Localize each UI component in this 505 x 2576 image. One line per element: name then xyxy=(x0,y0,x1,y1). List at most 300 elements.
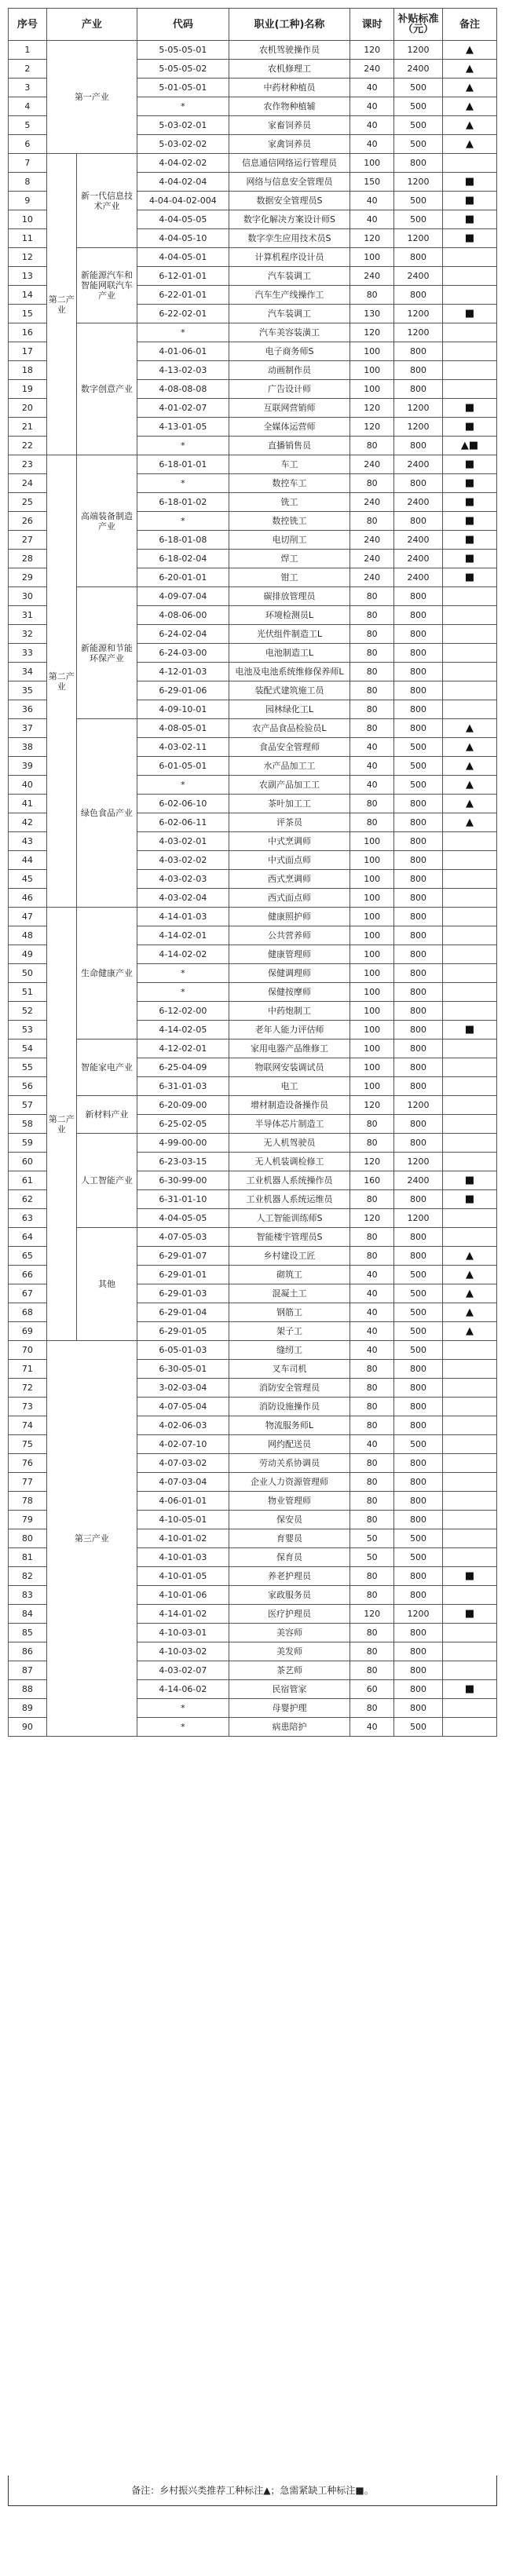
hours-cell: 100 xyxy=(350,926,394,945)
occupation-name-cell: 环境检测员L xyxy=(229,606,350,625)
code-cell: 4-10-03-02 xyxy=(137,1642,229,1661)
subsidy-cell: 800 xyxy=(394,286,443,305)
remark-mark xyxy=(442,1511,496,1529)
row-number: 63 xyxy=(9,1209,47,1228)
occupation-name-cell: 育婴员 xyxy=(229,1529,350,1548)
code-cell: * xyxy=(137,983,229,1002)
footnote: 备注：乡村振兴类推荐工种标注▲；急需紧缺工种标注■。 xyxy=(8,2476,497,2506)
occupation-name-cell: 中式面点师 xyxy=(229,851,350,870)
remark-mark xyxy=(442,1002,496,1021)
hours-cell: 240 xyxy=(350,531,394,550)
row-number: 89 xyxy=(9,1699,47,1718)
occupation-name-cell: 美容师 xyxy=(229,1624,350,1642)
code-cell: 6-02-06-11 xyxy=(137,813,229,832)
hours-cell: 100 xyxy=(350,1021,394,1040)
remark-mark: ■ xyxy=(442,229,496,248)
hours-cell: 240 xyxy=(350,568,394,587)
subsidy-cell: 800 xyxy=(394,342,443,361)
occupation-name-cell: 全媒体运营师 xyxy=(229,418,350,437)
remark-mark xyxy=(442,380,496,399)
occupation-name-cell: 动画制作员 xyxy=(229,361,350,380)
code-cell: 4-08-05-01 xyxy=(137,719,229,738)
sub-industry-cell: 生命健康产业 xyxy=(76,908,137,1040)
occupation-name-cell: 物联网安装调试员 xyxy=(229,1058,350,1077)
remark-mark xyxy=(442,323,496,342)
occupation-name-cell: 数控车工 xyxy=(229,474,350,493)
remark-mark xyxy=(442,1379,496,1398)
remark-mark: ■ xyxy=(442,568,496,587)
subsidy-cell: 800 xyxy=(394,248,443,267)
occupation-name-cell: 缝纫工 xyxy=(229,1341,350,1360)
hours-cell: 100 xyxy=(350,983,394,1002)
hours-cell: 120 xyxy=(350,41,394,60)
industry-group-cell: 第二产业 xyxy=(46,908,76,1341)
row-number: 5 xyxy=(9,116,47,135)
occupation-name-cell: 母婴护理 xyxy=(229,1699,350,1718)
hours-cell: 100 xyxy=(350,1058,394,1077)
sub-industry-cell: 新材料产业 xyxy=(76,1096,137,1134)
row-number: 2 xyxy=(9,60,47,79)
subsidy-cell: 500 xyxy=(394,1322,443,1341)
remark-mark: ▲ xyxy=(442,1303,496,1322)
code-cell: 4-14-02-01 xyxy=(137,926,229,945)
hours-cell: 40 xyxy=(350,1284,394,1303)
hours-cell: 120 xyxy=(350,1153,394,1171)
remark-mark xyxy=(442,1529,496,1548)
occupation-name-cell: 民宿管家 xyxy=(229,1680,350,1699)
hours-cell: 100 xyxy=(350,342,394,361)
code-cell: 4-10-05-01 xyxy=(137,1511,229,1529)
remark-mark: ▲ xyxy=(442,79,496,97)
row-number: 71 xyxy=(9,1360,47,1379)
remark-mark xyxy=(442,983,496,1002)
subsidy-cell: 2400 xyxy=(394,568,443,587)
hours-cell: 80 xyxy=(350,1115,394,1134)
subsidy-cell: 800 xyxy=(394,1115,443,1134)
code-cell: * xyxy=(137,964,229,983)
row-number: 43 xyxy=(9,832,47,851)
hours-cell: 40 xyxy=(350,1435,394,1454)
row-number: 23 xyxy=(9,455,47,474)
code-cell: 6-31-01-03 xyxy=(137,1077,229,1096)
occupation-name-cell: 汽车美容装潢工 xyxy=(229,323,350,342)
hours-cell: 50 xyxy=(350,1548,394,1567)
subsidy-cell: 800 xyxy=(394,1642,443,1661)
occupation-name-cell: 食品安全管理师 xyxy=(229,738,350,757)
remark-mark: ▲ xyxy=(442,41,496,60)
remark-mark xyxy=(442,681,496,700)
row-number: 15 xyxy=(9,305,47,323)
remark-mark xyxy=(442,1040,496,1058)
hours-cell: 60 xyxy=(350,1680,394,1699)
hours-cell: 80 xyxy=(350,1661,394,1680)
subsidy-cell: 1200 xyxy=(394,323,443,342)
code-cell: * xyxy=(137,323,229,342)
remark-mark: ■ xyxy=(442,531,496,550)
hours-cell: 80 xyxy=(350,1642,394,1661)
remark-mark: ▲ xyxy=(442,116,496,135)
hours-cell: 80 xyxy=(350,587,394,606)
occupation-name-cell: 消防安全管理员 xyxy=(229,1379,350,1398)
remark-mark xyxy=(442,1548,496,1567)
code-cell: 5-03-02-01 xyxy=(137,116,229,135)
hours-cell: 120 xyxy=(350,1209,394,1228)
row-number: 3 xyxy=(9,79,47,97)
remark-mark xyxy=(442,1416,496,1435)
row-number: 8 xyxy=(9,173,47,192)
occupation-name-cell: 电工 xyxy=(229,1077,350,1096)
code-cell: 4-13-02-03 xyxy=(137,361,229,380)
remark-mark xyxy=(442,1153,496,1171)
hours-cell: 120 xyxy=(350,418,394,437)
row-number: 68 xyxy=(9,1303,47,1322)
header-industry: 产业 xyxy=(46,9,137,41)
code-cell: * xyxy=(137,97,229,116)
code-cell: 4-14-01-02 xyxy=(137,1605,229,1624)
row-number: 49 xyxy=(9,945,47,964)
sub-industry-cell: 新能源汽车和智能网联汽车产业 xyxy=(76,248,137,323)
code-cell: * xyxy=(137,474,229,493)
occupation-name-cell: 农产品食品检验员L xyxy=(229,719,350,738)
row-number: 86 xyxy=(9,1642,47,1661)
subsidy-cell: 1200 xyxy=(394,229,443,248)
remark-mark: ▲ xyxy=(442,719,496,738)
occupation-name-cell: 工业机器人系统操作员 xyxy=(229,1171,350,1190)
header-subsidy: 补贴标准（元） xyxy=(394,9,443,41)
row-number: 88 xyxy=(9,1680,47,1699)
occupation-name-cell: 半导体芯片制造工 xyxy=(229,1115,350,1134)
subsidy-cell: 800 xyxy=(394,983,443,1002)
occupation-name-cell: 人工智能训练师S xyxy=(229,1209,350,1228)
row-number: 18 xyxy=(9,361,47,380)
hours-cell: 100 xyxy=(350,889,394,908)
code-cell: 4-07-03-04 xyxy=(137,1473,229,1492)
remark-mark xyxy=(442,1718,496,1737)
row-number: 87 xyxy=(9,1661,47,1680)
subsidy-cell: 800 xyxy=(394,1567,443,1586)
subsidy-cell: 800 xyxy=(394,625,443,644)
subsidy-cell: 800 xyxy=(394,1511,443,1529)
row-number: 30 xyxy=(9,587,47,606)
subsidy-cell: 500 xyxy=(394,1548,443,1567)
subsidy-cell: 800 xyxy=(394,380,443,399)
occupation-name-cell: 评茶员 xyxy=(229,813,350,832)
remark-mark xyxy=(442,1058,496,1077)
remark-mark xyxy=(442,1134,496,1153)
code-cell: 4-01-06-01 xyxy=(137,342,229,361)
remark-mark: ■ xyxy=(442,1680,496,1699)
occupation-name-cell: 保育员 xyxy=(229,1548,350,1567)
remark-mark xyxy=(442,663,496,681)
code-cell: 4-99-00-00 xyxy=(137,1134,229,1153)
hours-cell: 80 xyxy=(350,813,394,832)
hours-cell: 80 xyxy=(350,1454,394,1473)
hours-cell: 120 xyxy=(350,323,394,342)
occupation-name-cell: 信息通信网络运行管理员 xyxy=(229,154,350,173)
remark-mark xyxy=(442,286,496,305)
row-number: 54 xyxy=(9,1040,47,1058)
sub-industry-cell: 高端装备制造产业 xyxy=(76,455,137,587)
sub-industry-cell: 新一代信息技术产业 xyxy=(76,154,137,248)
row-number: 69 xyxy=(9,1322,47,1341)
occupation-name-cell: 无人机驾驶员 xyxy=(229,1134,350,1153)
subsidy-cell: 800 xyxy=(394,889,443,908)
code-cell: 4-03-02-04 xyxy=(137,889,229,908)
subsidy-cell: 500 xyxy=(394,1341,443,1360)
subsidy-cell: 500 xyxy=(394,1529,443,1548)
hours-cell: 40 xyxy=(350,757,394,776)
row-number: 31 xyxy=(9,606,47,625)
header-remark: 备注 xyxy=(442,9,496,41)
remark-mark xyxy=(442,926,496,945)
occupation-name-cell: 农机修理工 xyxy=(229,60,350,79)
subsidy-cell: 800 xyxy=(394,1398,443,1416)
occupation-name-cell: 企业人力资源管理师 xyxy=(229,1473,350,1492)
row-number: 28 xyxy=(9,550,47,568)
code-cell: 5-05-05-01 xyxy=(137,41,229,60)
subsidy-cell: 1200 xyxy=(394,1096,443,1115)
remark-mark: ▲ xyxy=(442,757,496,776)
table-row xyxy=(9,455,497,474)
hours-cell: 100 xyxy=(350,832,394,851)
code-cell: * xyxy=(137,512,229,531)
hours-cell: 50 xyxy=(350,1529,394,1548)
subsidy-cell: 500 xyxy=(394,738,443,757)
hours-cell: 240 xyxy=(350,60,394,79)
hours-cell: 80 xyxy=(350,1398,394,1416)
row-number: 14 xyxy=(9,286,47,305)
code-cell: 6-12-01-01 xyxy=(137,267,229,286)
remark-mark xyxy=(442,1077,496,1096)
code-cell: 5-01-05-01 xyxy=(137,79,229,97)
occupation-name-cell: 数字化解决方案设计师S xyxy=(229,210,350,229)
row-number: 60 xyxy=(9,1153,47,1171)
row-number: 65 xyxy=(9,1247,47,1266)
code-cell: 6-25-04-09 xyxy=(137,1058,229,1077)
row-number: 34 xyxy=(9,663,47,681)
table-row xyxy=(9,587,497,606)
industry-group-cell: 第二产业 xyxy=(46,154,76,455)
row-number: 76 xyxy=(9,1454,47,1473)
occupation-name-cell: 叉车司机 xyxy=(229,1360,350,1379)
remark-mark: ▲ xyxy=(442,738,496,757)
subsidy-cell: 800 xyxy=(394,1624,443,1642)
remark-mark: ■ xyxy=(442,1190,496,1209)
row-number: 67 xyxy=(9,1284,47,1303)
remark-mark: ■ xyxy=(442,493,496,512)
hours-cell: 120 xyxy=(350,1605,394,1624)
row-number: 59 xyxy=(9,1134,47,1153)
remark-mark xyxy=(442,361,496,380)
subsidy-cell: 800 xyxy=(394,1077,443,1096)
code-cell: 6-22-01-01 xyxy=(137,286,229,305)
industry-cell: 第一产业 xyxy=(46,41,137,154)
occupation-name-cell: 汽车装调工 xyxy=(229,267,350,286)
code-cell: 6-24-03-00 xyxy=(137,644,229,663)
hours-cell: 40 xyxy=(350,1266,394,1284)
subsidy-cell: 500 xyxy=(394,1435,443,1454)
remark-mark: ▲ xyxy=(442,795,496,813)
hours-cell: 150 xyxy=(350,173,394,192)
hours-cell: 80 xyxy=(350,1416,394,1435)
hours-cell: 80 xyxy=(350,437,394,455)
code-cell: 6-01-05-01 xyxy=(137,757,229,776)
code-cell: 4-04-04-02-004 xyxy=(137,192,229,210)
occupation-name-cell: 西式烹调师 xyxy=(229,870,350,889)
hours-cell: 40 xyxy=(350,97,394,116)
row-number: 81 xyxy=(9,1548,47,1567)
occupation-name-cell: 家政服务员 xyxy=(229,1586,350,1605)
hours-cell: 100 xyxy=(350,154,394,173)
subsidy-cell: 500 xyxy=(394,776,443,795)
occupation-name-cell: 健康照护师 xyxy=(229,908,350,926)
row-number: 29 xyxy=(9,568,47,587)
occupation-name-cell: 老年人能力评估师 xyxy=(229,1021,350,1040)
remark-mark xyxy=(442,945,496,964)
code-cell: 4-06-01-01 xyxy=(137,1492,229,1511)
subsidy-cell: 800 xyxy=(394,644,443,663)
hours-cell: 80 xyxy=(350,625,394,644)
occupation-name-cell: 农机驾驶操作员 xyxy=(229,41,350,60)
hours-cell: 40 xyxy=(350,192,394,210)
subsidy-cell: 800 xyxy=(394,1492,443,1511)
occupation-name-cell: 计算机程序设计员 xyxy=(229,248,350,267)
row-number: 56 xyxy=(9,1077,47,1096)
hours-cell: 40 xyxy=(350,1341,394,1360)
code-cell: 4-07-05-04 xyxy=(137,1398,229,1416)
occupation-name-cell: 工业机器人系统运维员 xyxy=(229,1190,350,1209)
subsidy-cell: 800 xyxy=(394,512,443,531)
subsidy-cell: 800 xyxy=(394,1040,443,1058)
row-number: 10 xyxy=(9,210,47,229)
remark-mark: ▲ xyxy=(442,1266,496,1284)
subsidy-cell: 2400 xyxy=(394,493,443,512)
hours-cell: 80 xyxy=(350,681,394,700)
occupation-name-cell: 汽车生产线操作工 xyxy=(229,286,350,305)
sub-industry-cell: 智能家电产业 xyxy=(76,1040,137,1096)
remark-mark: ■ xyxy=(442,418,496,437)
code-cell: 6-29-01-05 xyxy=(137,1322,229,1341)
hours-cell: 40 xyxy=(350,776,394,795)
occupation-name-cell: 碳排放管理员 xyxy=(229,587,350,606)
subsidy-cell: 800 xyxy=(394,1360,443,1379)
remark-mark xyxy=(442,700,496,719)
sub-industry-cell: 新能源和节能环保产业 xyxy=(76,587,137,719)
hours-cell: 40 xyxy=(350,135,394,154)
occupation-name-cell: 乡村建设工匠 xyxy=(229,1247,350,1266)
row-number: 19 xyxy=(9,380,47,399)
subsidy-table xyxy=(8,8,497,1737)
code-cell: 6-23-03-15 xyxy=(137,1153,229,1171)
code-cell: 6-31-01-10 xyxy=(137,1190,229,1209)
occupation-name-cell: 茶叶加工工 xyxy=(229,795,350,813)
hours-cell: 160 xyxy=(350,1171,394,1190)
hours-cell: 80 xyxy=(350,700,394,719)
code-cell: * xyxy=(137,776,229,795)
occupation-name-cell: 家畜饲养员 xyxy=(229,116,350,135)
subsidy-cell: 800 xyxy=(394,1134,443,1153)
row-number: 82 xyxy=(9,1567,47,1586)
occupation-name-cell: 保健调理师 xyxy=(229,964,350,983)
occupation-name-cell: 美发师 xyxy=(229,1642,350,1661)
occupation-name-cell: 医疗护理员 xyxy=(229,1605,350,1624)
row-number: 52 xyxy=(9,1002,47,1021)
remark-mark xyxy=(442,267,496,286)
row-number: 47 xyxy=(9,908,47,926)
row-number: 72 xyxy=(9,1379,47,1398)
remark-mark xyxy=(442,1624,496,1642)
remark-mark: ■ xyxy=(442,1021,496,1040)
subsidy-cell: 500 xyxy=(394,1303,443,1322)
remark-mark: ▲ xyxy=(442,813,496,832)
header-code: 代码 xyxy=(137,9,229,41)
remark-mark: ■ xyxy=(442,512,496,531)
subsidy-cell: 500 xyxy=(394,135,443,154)
row-number: 50 xyxy=(9,964,47,983)
code-cell: 4-04-05-01 xyxy=(137,248,229,267)
table-row xyxy=(9,1134,497,1153)
hours-cell: 80 xyxy=(350,719,394,738)
subsidy-cell: 800 xyxy=(394,795,443,813)
code-cell: 4-10-01-03 xyxy=(137,1548,229,1567)
row-number: 17 xyxy=(9,342,47,361)
code-cell: 5-03-02-02 xyxy=(137,135,229,154)
occupation-name-cell: 汽车装调工 xyxy=(229,305,350,323)
occupation-name-cell: 数控铣工 xyxy=(229,512,350,531)
code-cell: 6-18-01-01 xyxy=(137,455,229,474)
row-number: 73 xyxy=(9,1398,47,1416)
code-cell: * xyxy=(137,437,229,455)
sub-industry-cell: 人工智能产业 xyxy=(76,1134,137,1228)
occupation-name-cell: 电池制造工L xyxy=(229,644,350,663)
occupation-name-cell: 电子商务师S xyxy=(229,342,350,361)
subsidy-cell: 500 xyxy=(394,1284,443,1303)
occupation-name-cell: 铣工 xyxy=(229,493,350,512)
hours-cell: 80 xyxy=(350,1134,394,1153)
subsidy-cell: 800 xyxy=(394,1699,443,1718)
remark-mark xyxy=(442,1586,496,1605)
remark-mark: ■ xyxy=(442,305,496,323)
occupation-name-cell: 电切削工 xyxy=(229,531,350,550)
occupation-name-cell: 直播销售员 xyxy=(229,437,350,455)
row-number: 90 xyxy=(9,1718,47,1737)
code-cell: 4-03-02-01 xyxy=(137,832,229,851)
hours-cell: 40 xyxy=(350,1718,394,1737)
remark-mark xyxy=(442,587,496,606)
subsidy-cell: 2400 xyxy=(394,60,443,79)
occupation-name-cell: 增材制造设备操作员 xyxy=(229,1096,350,1115)
code-cell: 6-29-01-01 xyxy=(137,1266,229,1284)
occupation-name-cell: 劳动关系协调员 xyxy=(229,1454,350,1473)
hours-cell: 100 xyxy=(350,380,394,399)
row-number: 9 xyxy=(9,192,47,210)
subsidy-cell: 2400 xyxy=(394,550,443,568)
hours-cell: 240 xyxy=(350,550,394,568)
subsidy-cell: 2400 xyxy=(394,267,443,286)
row-number: 33 xyxy=(9,644,47,663)
code-cell: 4-08-06-00 xyxy=(137,606,229,625)
hours-cell: 80 xyxy=(350,795,394,813)
hours-cell: 80 xyxy=(350,286,394,305)
occupation-name-cell: 钢筋工 xyxy=(229,1303,350,1322)
subsidy-cell: 500 xyxy=(394,210,443,229)
code-cell: 4-02-06-03 xyxy=(137,1416,229,1435)
subsidy-cell: 800 xyxy=(394,945,443,964)
row-number: 20 xyxy=(9,399,47,418)
hours-cell: 100 xyxy=(350,1002,394,1021)
remark-mark xyxy=(442,870,496,889)
subsidy-cell: 800 xyxy=(394,1661,443,1680)
